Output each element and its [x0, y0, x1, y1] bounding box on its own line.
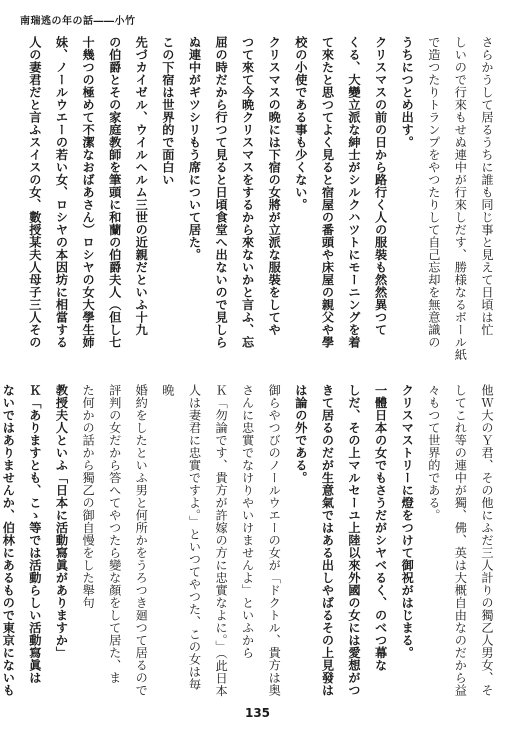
text-line: しだ、その上マルセーユ上陸以來外國の女には愛想がつ: [347, 384, 362, 697]
lower-text-block: [1, 384, 500, 698]
text-line: は論の外である。: [293, 384, 308, 484]
text-line: で造つたりトランプをやつたりして自己忘却を無意識の: [426, 36, 441, 349]
upper-text-block: [14, 36, 500, 366]
text-line: クリスマスの前の日から路行く人の服裝も然然異つて: [373, 36, 388, 336]
text-line: この下宿は世界的で面白い: [160, 36, 175, 186]
text-line: 一體日本の女でもさうだがシヤベるく、のべつ幕な: [373, 384, 388, 672]
text-line: ないではありませんか、伯林にあるもので東京にないも: [1, 384, 16, 697]
text-line: きて居るのだが生意氣ではある出しやばるその上見發は: [320, 384, 335, 697]
text-line: 御らやつびのノールウエーの女が「ドクトル、貴方は奥: [267, 384, 282, 697]
text-line: さらかうして居るうちに誰も同じ事と見えて日頃は忙: [480, 36, 494, 336]
text-line: た何かの話から獨乙の御自慢をした舉句: [81, 384, 96, 609]
text-line: Ｋ「勿論です、貴方が許嫁の方に忠實なよに。」（此日本: [214, 384, 229, 697]
text-line: 屈の時だから行つて見ると日頃食堂へ出ないので見しら: [214, 36, 229, 349]
page-number: 135: [244, 706, 271, 720]
text-line: Ｋ「ありますとも、こゝ等では活動らしい活動寫眞は: [27, 384, 42, 684]
text-line: 教授夫人といふ「日本に活動寫眞がありますか」: [54, 384, 69, 659]
text-line: くる、大變立派な紳士がシルクハツトにモーニングを着: [347, 36, 362, 349]
text-line: 評判の女だから答へてやつたら變な顏をして居た、ま: [107, 384, 122, 684]
text-line: 十幾つの極めて不潔なおばあさん）ロシヤの女大學生姉: [81, 36, 96, 349]
running-head: 南瑞逃の年の話――小竹: [20, 16, 136, 27]
text-line: の伯爵とその家庭教師を筆頭に和蘭の伯爵夫人（但し七: [107, 36, 122, 349]
text-line: 妹、ノールウエーの若い女、ロシヤの本因坊に相當する: [54, 36, 69, 349]
text-line: 先づカイゼル、ウイルヘルム三世の近親だといふ十九: [134, 36, 149, 336]
text-line: クリスマストリーに燈をつけて御祝がはじまる。: [400, 384, 415, 659]
text-line: 々もつて世界的である。: [426, 384, 441, 522]
text-line: 他Ｗ大のＹ君、その他にふだ三人計りの獨乙人男女、そ: [480, 384, 494, 697]
text-line: しいので行來もせぬ連中が行來しだす、勝様なるボール紙: [453, 36, 468, 361]
text-line: 人の妻君だと言ふスイスの女、數授某夫人母子三人その: [27, 36, 42, 349]
text-line: クリスマスの晩には下宿の女將が立派な服裝をしてや: [267, 36, 282, 336]
text-line: してこれ等の連中が獨、佛、英は大概自由なのだから益: [453, 384, 468, 697]
text-line: て來たと思つてよく見ると宿屋の番頭や床屋の親父や學: [320, 36, 335, 349]
text-line: 校の小使である事も少くない。: [293, 36, 308, 211]
text-line: ぬ連中がギツシリもう席について居た。: [187, 36, 202, 261]
text-line: 婚約をしたといふ男と何所かをうろつき廻つて居るので: [134, 384, 149, 697]
text-line: さんに忠實でなけりやいけませんよ」といふから: [240, 384, 255, 659]
text-line: 人は妻君に忠實ですよ。」といつてやつた、この女は毎晩: [160, 384, 202, 691]
text-line: つて來て今晩クリスマスをするから來ないかと言ふ、忘: [240, 36, 255, 349]
text-line: うちにつとめ出す。: [400, 36, 415, 149]
